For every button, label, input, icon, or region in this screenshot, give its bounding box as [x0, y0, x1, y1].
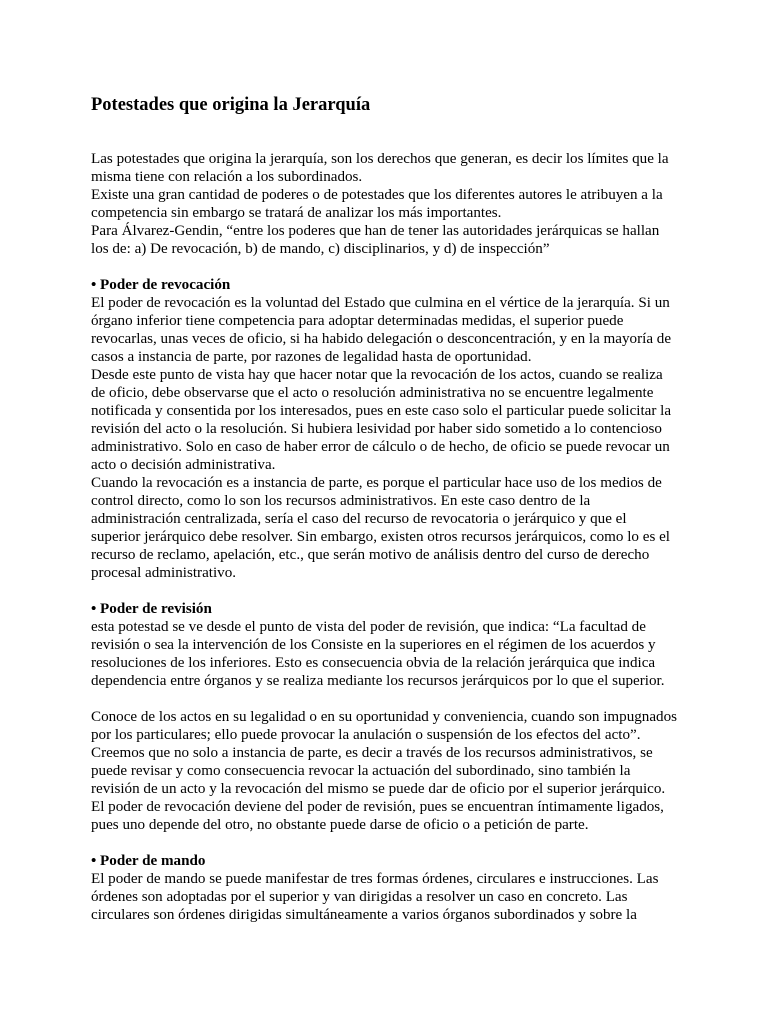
blank-line	[91, 258, 677, 276]
text-line: dependencia entre órganos y se realiza mediante los recursos jerárquicos por lo que el superior.	[91, 673, 665, 689]
text-line: El poder de mando se puede manifestar de tres formas órdenes, circulares e instrucciones. Las	[91, 871, 659, 887]
text-line: órdenes son adoptadas por el superior y van dirigidas a resolver un caso en concreto. Las	[91, 889, 628, 905]
text-line: los de: a) De revocación, b) de mando, c) disciplinarios, y d) de inspección”	[91, 241, 550, 257]
text-line: Existe una gran cantidad de poderes o de potestades que los diferentes autores le atribuyen a la	[91, 187, 663, 203]
text-line: Cuando la revocación es a instancia de parte, es porque el particular hace uso de los medios de	[91, 475, 662, 491]
text-line: circulares son órdenes dirigidas simultáneamente a varios órganos subordinados y sobre la	[91, 907, 637, 923]
text-line: Creemos que no solo a instancia de parte, es decir a través de los recursos administrativos, se	[91, 745, 653, 761]
text-line: notificada y consentida por los interesados, pues en este caso solo el particular puede solicitar la	[91, 403, 672, 419]
text-line: revocarlas, unas veces de oficio, si ha habido delegación o desconcentración, y en la mayoría de	[91, 331, 672, 347]
text-line: órgano inferior tiene competencia para adoptar determinadas medidas, el superior puede	[91, 313, 624, 329]
text-line: resoluciones de los inferiores. Esto es consecuencia obvia de la relación jerárquica que indica	[91, 655, 656, 671]
section-heading: • Poder de revocación	[91, 277, 231, 293]
blank-line	[91, 690, 677, 708]
blank-line	[91, 582, 677, 600]
text-line: esta potestad se ve desde el punto de vista del poder de revisión, que indica: “La facultad de	[91, 619, 646, 635]
text-line: Desde este punto de vista hay que hacer notar que la revocación de los actos, cuando se realiza	[91, 367, 663, 383]
text-line: administrativo. Solo en caso de haber error de cálculo o de hecho, de oficio se puede revocar un	[91, 439, 670, 455]
text-line: El poder de revocación es la voluntad del Estado que culmina en el vértice de la jerarquía. Si un	[91, 295, 670, 311]
text-line: de oficio, debe observarse que el acto o resolución administrativa no se encuentre legalmente	[91, 385, 654, 401]
text-line: acto o decisión administrativa.	[91, 457, 276, 473]
text-line: casos a instancia de parte, por razones de legalidad hasta de oportunidad.	[91, 349, 532, 365]
page-title: Potestades que origina la Jerarquía	[91, 95, 371, 115]
text-line: administración centralizada, sería el caso del recurso de revocatoria o jerárquico y que el	[91, 511, 627, 527]
text-line: recurso de reclamo, apelación, etc., que serán motivo de análisis dentro del curso de derecho	[91, 547, 650, 563]
text-line: superior jerárquico debe resolver. Sin embargo, existen otros recursos jerárquicos, como lo es el	[91, 529, 670, 545]
text-line: revisión del acto o la resolución. Si hubiera lesividad por haber sido sometido a lo contencioso	[91, 421, 662, 437]
text-line: Las potestades que origina la jerarquía, son los derechos que generan, es decir los límites que la	[91, 151, 669, 167]
text-line: competencia sin embargo se tratará de analizar los más importantes.	[91, 205, 502, 221]
text-line: misma tiene con relación a los subordinados.	[91, 169, 363, 185]
blank-line	[91, 834, 677, 852]
text-line: puede revisar y como consecuencia revocar la actuación del subordinado, sino también la	[91, 763, 631, 779]
text-line: pues uno depende del otro, no obstante puede darse de oficio o a petición de parte.	[91, 817, 589, 833]
text-line: por los particulares; ello puede provocar la anulación o suspensión de los efectos del acto”.	[91, 727, 641, 743]
text-line: Conoce de los actos en su legalidad o en su oportunidad y conveniencia, cuando son impugnados	[91, 709, 678, 725]
text-line: procesal administrativo.	[91, 565, 237, 581]
section-heading: • Poder de revisión	[91, 601, 212, 617]
text-line: revisión o sea la intervención de los Consiste en la superiores en el régimen de los acuerdos y	[91, 637, 656, 653]
section-heading: • Poder de mando	[91, 853, 206, 869]
text-line: El poder de revocación deviene del poder de revisión, pues se encuentran íntimamente ligados,	[91, 799, 664, 815]
document-body	[91, 150, 677, 924]
text-line: Para Álvarez-Gendin, “entre los poderes que han de tener las autoridades jerárquicas se hallan	[91, 223, 660, 239]
text-line: revisión de un acto y la revocación del mismo se puede dar de oficio por el superior jerárquico.	[91, 781, 666, 797]
text-line: control directo, como lo son los recursos administrativos. En este caso dentro de la	[91, 493, 591, 509]
